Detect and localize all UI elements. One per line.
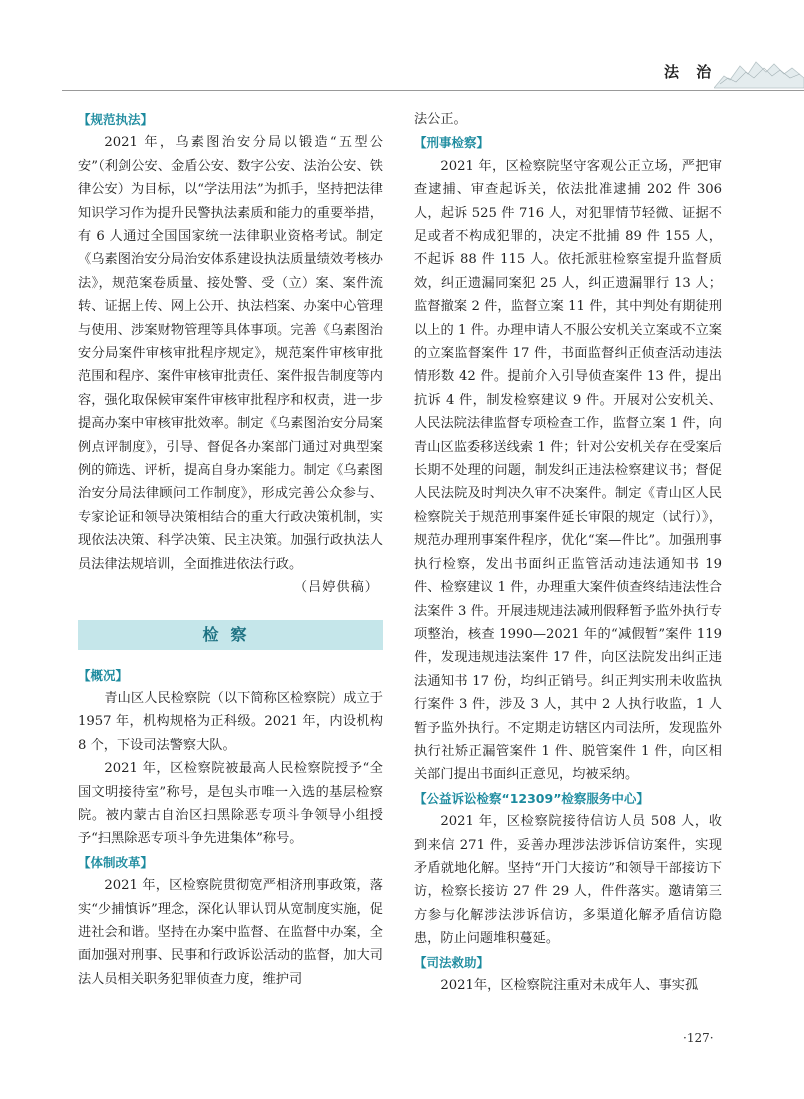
paragraph-criminal-prosecution: 2021 年，区检察院坚守客观公正立场，严把审查逮捕、审查起诉关，依法批准逮捕 202 件 306 人，起诉 525 件 716 人，对犯罪情节轻微、证据不足或者不构成犯罪的，决定不批捕 89 件 155 人，不起诉 88 件 115 人。依托派驻检察室提升监督质效，纠正遗漏同案犯 25 人，纠正遗漏罪行 13 人；监督撤案 2 件，监督立案 11 件，其中判处有期徒刑以上的 1 件。办理申请人不服公安机关立案或不立案的立案监督案件 17 件，书面监督纠正侦查活动违法情形数 42 件。提前介入引导侦查案件 13 件，提出抗诉 4 件，制发检察建议 9 件。开展对公安机关、人民法院法律监督专项检查工作，监督立案 1 件，向青山区监委移送线索 1 件；针对公安机关存在受案后长期不处理的问题，制发纠正违法检察建议书；督促人民法院及时判决久审不决案件。制定《青山区人民检察院关于规范刑事案件延长审限的规定（试行）》，规范办理刑事案件程序，优化“案—件比”。加强刑事执行检察，发出书面纠正监管活动违法通知书 19 件、检察建议 1 件，办理重大案件侦查终结违法性合法案件 3 件。开展违规违法减刑假释暂予监外执行专项整治，核查 1990—2021 年的“减假暂”案件 119 件，发现违规违法案件 17 件，向区法院发出纠正违法通知书 17 份，均纠正销号。纠正判实刑未收监执行案件 3 件，涉及 3 人，其中 2 人执行收监，1 人暂予监外执行。不定期走访辖区内司法所，发现监外执行社矫正漏管案件 1 件、脱管案件 1 件，向区相关部门提出书面纠正意见，均被采纳。 [414, 158, 722, 783]
section-heading-service-center: 【公益诉讼检察“12309”检察服务中心】 [414, 790, 649, 806]
page-number: ·127· [683, 1031, 714, 1045]
author-credit: （吕婷供稿） [293, 580, 379, 596]
chapter-banner-procuratorate: 检察 [78, 620, 383, 650]
paragraph-law-enforcement: 2021 年，乌素图治安分局以锻造“五型公安”（利剑公安、金盾公安、数字公安、法治公安、铁律公安）为目标，以“学法用法”为抓手，坚持把法律知识学习作为提升民警执法素质和能力的重要举措，有 6 人通过全国国家统一法律职业资格考试。制定《乌素图治安分局治安体系建设执法质量绩效考核办法》，规范案卷质量、接处警、受（立）案、案件流转、证据上传、网上公开、执法档案、办案中心管理与使用、涉案财物管理等具体事项。完善《乌素图治安分局案件审核审批程序规定》，规范案件审核审批范围和程序、案件审核审批责任、案件报告制度等内容，强化取保候审案件审核审批程序和权责，进一步提高办案中审核审批效率。制定《乌素图治安分局案例点评制度》，引导、督促各办案部门通过对典型案例的筛选、评析，提高自身办案能力。制定《乌素图治安分局法律顾问工作制度》，形成完善公众参与、专家论证和领导决策相结合的重大行政决策机制，实现依法决策、科学决策、民主决策。加强行政执法人员法律法规培训，全面推进依法行政。 [78, 135, 383, 572]
paragraph-continuation: 法公正。 [414, 112, 467, 127]
section-heading-overview: 【概况】 [78, 667, 129, 683]
paragraph-service-center: 2021 年，区检察院接待信访人员 508 人，收到来信 271 件，妥善办理涉法涉诉信访案件，实现矛盾就地化解。坚持“开门大接访”和领导干部接访下访，检察长接访 27 件 29 人，件件落实。邀请第三方参与化解涉法涉诉信访，多渠道化解矛盾信访隐患，防止问题堆积蔓延。 [414, 814, 722, 947]
paragraph-overview-2: 2021 年，区检察院被最高人民检察院授予“全国文明接待室”称号，是包头市唯一入选的基层检察院。被内蒙古自治区扫黑除恶专项斗争领导小组授予“扫黑除恶专项斗争先进集体”称号。 [78, 761, 383, 847]
paragraph-judicial-aid: 2021年，区检察院注重对未成年人、事实孤 [440, 977, 699, 993]
left-column [78, 108, 383, 991]
header-rule [62, 90, 804, 91]
running-header-title: 法 治 [664, 63, 718, 81]
section-heading-criminal-prosecution: 【刑事检察】 [414, 135, 490, 151]
right-column [414, 108, 722, 997]
paragraph-overview-1: 青山区人民检察院（以下简称区检察院）成立于 1957 年，机构规格为正科级。2021 年，内设机构 8 个，下设司法警察大队。 [78, 690, 383, 753]
paragraph-reform: 2021 年，区检察院贯彻宽严相济刑事政策，落实“少捕慎诉”理念，深化认罪认罚从宽制度实施，促进社会和谐。坚持在办案中监督、在监督中办案，全面加强对刑事、民事和行政诉讼活动的监督，加大司法人员相关职务犯罪侦查力度，维护司 [78, 878, 383, 987]
section-heading-law-enforcement: 【规范执法】 [78, 112, 154, 127]
section-heading-judicial-aid: 【司法救助】 [414, 954, 490, 970]
mountain-decoration-icon [714, 54, 804, 90]
section-heading-reform: 【体制改革】 [78, 854, 154, 870]
